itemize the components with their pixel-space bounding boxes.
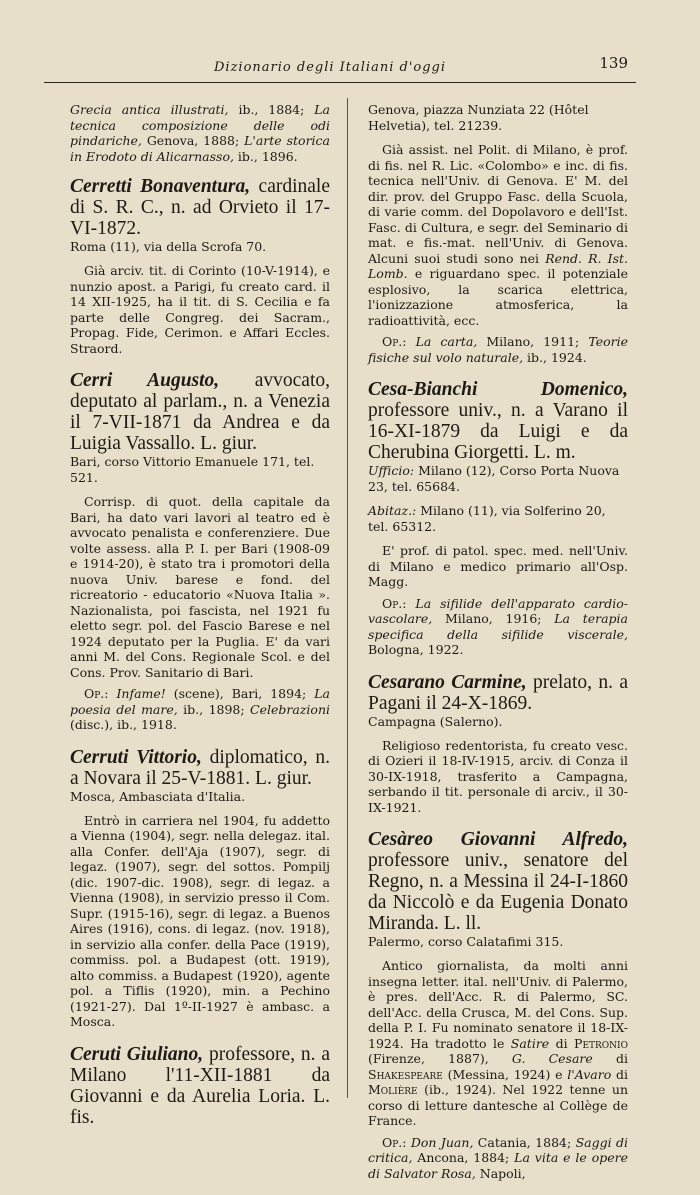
text: Genova, 1888; — [141, 133, 245, 148]
author-name: Molière — [368, 1082, 418, 1097]
office-label: Ufficio: — [368, 463, 415, 478]
work-title: La tecnica composizione delle odi pindariche, — [70, 102, 331, 148]
works-label: Op.: — [84, 686, 109, 701]
text: ib., 1896. — [233, 148, 298, 164]
entry-cerruti — [70, 747, 330, 1030]
entry-description: professore univ., n. a Varano il 16-XI-1879 da Luigi e da Cherubina Giorgetti. L. m. — [368, 400, 628, 463]
text: Milano (12), Corso Porta Nuova 23, tel. 65684. — [368, 463, 620, 494]
entry-ceruti-continued — [368, 102, 628, 365]
text: (scene), Bari, 1894; — [165, 686, 315, 701]
entry-name: Cesàreo Giovanni Alfredo, — [368, 829, 628, 850]
continued-entry-text — [70, 102, 330, 164]
work-title: Don Juan, — [406, 1134, 474, 1150]
work-title: Satire — [510, 1035, 550, 1051]
text: (Firenze, 1887), — [368, 1051, 512, 1066]
entry-biography — [368, 142, 628, 328]
entry-home-address — [368, 503, 628, 535]
entry-description: cardinale di S. R. C., n. ad Orvieto il 17-VI-1872. — [70, 176, 330, 239]
page-header — [44, 52, 636, 83]
left-column — [70, 102, 330, 1142]
entry-office-address — [368, 463, 628, 495]
entry-name: Ceruti Giuliano, — [70, 1043, 204, 1065]
works-label: Op.: — [382, 334, 407, 349]
text: Catania, 1884; — [473, 1134, 576, 1150]
work-title: La vita e le opere di Salvator Rosa, — [368, 1150, 628, 1181]
text: (Messina, 1924) e — [442, 1066, 568, 1082]
entry-address: Palermo, corso Calatafimi 315. — [368, 934, 564, 949]
work-title: Teorie fisiche sul volo naturale, — [368, 334, 628, 365]
entry-heading — [70, 747, 330, 789]
work-title: La terapia specifica della sifilide viscerale, — [368, 611, 628, 642]
entry-cerri — [70, 370, 330, 733]
text: Napoli, — [475, 1165, 526, 1181]
work-title: Infame! — [108, 686, 166, 701]
entry-biography: Entrò in carriera nel 1904, fu addetto a Vienna (1904), segr. nella delegaz. ital. alla Confer. dell'Aja (1907), segr. di legaz. (1907), segr. del sottos. Pompilj (dic. 1907-dic. 1908), segr. di legaz. a Vienna (1908), in servizio presso il Com. Supr. (1915-16), segr. di legaz. a Buenos Aires (1916), cons. di legaz. (nov. 1918), in servizio alla confer. della Pace (1919), commiss. pol. a Budapest (ott. 1919), alto commiss. a Budapest (1920), agente pol. a Tiflis (1920), min. a Pechino (1921-27). Dal 1º-II-1927 è ambasc. a Mosca. — [70, 812, 330, 1029]
text: Ancona, 1884; — [412, 1150, 515, 1165]
text: Antico giornalista, da molti anni insegna letter. ital. nell'Univ. di Palermo, è pres. dell'Acc. R. di Palermo, SC. dell'Acc. della Crusca, M. del Cons. Sup. della P. I. Fu nominato senatore il 18-IX-1924. Ha tradotto le — [368, 958, 628, 1051]
text: ib., 1898; — [177, 701, 251, 717]
author-name: Shakespeare — [368, 1066, 443, 1082]
entry-biography: E' prof. di patol. spec. med. nell'Univ. di Milano e medico primario all'Osp. Magg. — [368, 543, 628, 589]
entry-cerretti — [70, 176, 330, 356]
entry-biography: Religioso redentorista, fu creato vesc. di Ozieri il 18-IV-1915, arciv. di Conza il 30-IX-1918, trasferito a Campagna, serbando il tit. personale di arciv., il 30-IX-1921. — [368, 737, 628, 815]
work-title: L'arte storica in Erodoto di Alicarnasso, — [70, 133, 330, 164]
work-title: La sifilide dell'apparato cardio-vascolare, — [368, 595, 628, 626]
text: (ib., 1924). Nel 1922 tenne un corso di letture dantesche al Collège de France. — [368, 1082, 628, 1128]
text: di — [611, 1066, 628, 1082]
work-title: La poesia del mare, — [70, 686, 330, 717]
entry-description: professore univ., senatore del Regno, n. a Messina il 24-I-1860 da Niccolò e da Eugenia Donato Miranda. L. ll. — [368, 850, 628, 934]
text: Milano (11), via Solferino 20, tel. 65312. — [368, 503, 606, 534]
work-title: Grecia antica illustrati, — [70, 102, 229, 117]
column-divider — [347, 98, 348, 1098]
entry-name: Cerri Augusto, — [70, 370, 220, 391]
entry-heading — [70, 176, 330, 239]
entry-ceruti — [70, 1044, 330, 1128]
entry-address: Campagna (Salerno). — [368, 713, 503, 729]
text: e riguardano spec. il potenziale esplosivo, la scarica elettrica, l'ionizzazione atmosferica, la radioattività, ecc. — [368, 266, 628, 328]
text: ib., 1884; — [228, 102, 315, 117]
entry-name: Cerretti Bonaventura, — [70, 176, 251, 197]
home-label: Abitaz.: — [368, 503, 417, 518]
entry-biography: Corrisp. di quot. della capitale da Bari, ha dato vari lavori al teatro ed è avvocato penalista e conferenziere. Due volte assess. alla P. I. per Bari (1908-09 e 1914-20), è stato tra i promotori della nuova Univ. barese e fond. del ricreatorio - educatorio «Nuova Italia ». Nazionalista, poi fascista, nel 1921 fu eletto segr. pol. del Fascio Barese e nel 1924 deputato per la Puglia. E' da vari anni M. del Cons. Regionale Scol. e del Cons. Prov. Sanitario di Bari. — [70, 494, 330, 680]
work-title: Celebrazioni — [250, 701, 330, 717]
entry-address: Genova, piazza Nunziata 22 (Hôtel Helvetia), tel. 21239. — [368, 102, 589, 133]
entry-works — [70, 686, 330, 733]
entry-description: professore, n. a Milano l'11-XII-1881 da Giovanni e da Aurelia Loria. L. fis. — [70, 1043, 330, 1128]
author-name: Petronio — [574, 1035, 628, 1051]
work-title: Rend. R. Ist. Lomb. — [368, 250, 629, 281]
text: Milano, 1911; — [477, 334, 589, 349]
entry-address: Bari, corso Vittorio Emanuele 171, tel. 521. — [70, 454, 315, 485]
entry-description: prelato, n. a Pagani il 24-X-1869. — [368, 671, 628, 714]
entry-cesarano — [368, 672, 628, 816]
entry-biography — [368, 958, 628, 1129]
works-label: Op.: — [382, 595, 407, 611]
text: Milano, 1916; — [432, 611, 555, 626]
entry-name: Cesarano Carmine, — [368, 671, 527, 693]
entry-description: avvocato, deputato al parlam., n. a Venezia il 7-VII-1871 da Andrea e da Luigia Vassallo. L. giur. — [70, 370, 330, 454]
running-title: Dizionario degli Italiani d'oggi — [214, 60, 447, 75]
work-title: La carta, — [406, 334, 478, 349]
entry-works — [368, 1135, 628, 1182]
entry-works — [368, 334, 628, 365]
text: Bologna, 1922. — [368, 642, 464, 657]
entry-name: Cerruti Vittorio, — [70, 746, 202, 768]
text: di — [549, 1035, 575, 1051]
entry-address: Mosca, Ambasciata d'Italia. — [70, 788, 246, 804]
entry-heading — [368, 672, 628, 714]
work-title: G. Cesare — [511, 1051, 593, 1066]
entry-description: diplomatico, n. a Novara il 25-V-1881. L. giur. — [70, 746, 330, 789]
work-title: l'Avaro — [567, 1066, 612, 1082]
entry-heading — [70, 1044, 330, 1128]
works-label: Op.: — [382, 1134, 407, 1150]
text: Già assist. nel Polit. di Milano, è prof. di fis. nel R. Lic. «Colombo» e inc. di fis. tecnica nell'Univ. di Genova. E' M. del dir. prov. del Gruppo Fasc. della Scuola, di varie comm. del Dopolavoro e dell'Ist. Fasc. di Cultura, e segr. del Seminario di mat. e fis.-mat. nell'Univ. di Genova. Alcuni suoi studi sono nei — [368, 142, 628, 266]
entry-heading — [368, 379, 628, 463]
page-number: 139 — [599, 54, 628, 72]
text: (disc.), ib., 1918. — [70, 717, 177, 732]
text: di — [592, 1051, 628, 1066]
entry-cesareo — [368, 829, 628, 1181]
work-title: Saggi di critica, — [368, 1134, 628, 1165]
entry-address: Roma (11), via della Scrofa 70. — [70, 239, 267, 254]
right-column — [368, 102, 628, 1195]
entry-heading — [70, 370, 330, 454]
entry-cesa-bianchi — [368, 379, 628, 658]
entry-biography: Già arciv. tit. di Corinto (10-V-1914), e nunzio apost. a Parigi, fu creato card. il 14 XII-1925, ha il tit. di S. Cecilia e fa parte delle Congreg. dei Sacram., Propag. Fide, Cerimon. e Affari Eccles. Straord. — [70, 263, 330, 356]
entry-name: Cesa-Bianchi Domenico, — [368, 379, 628, 400]
text: ib., 1924. — [523, 349, 587, 365]
entry-works — [368, 596, 628, 658]
entry-heading — [368, 829, 628, 934]
